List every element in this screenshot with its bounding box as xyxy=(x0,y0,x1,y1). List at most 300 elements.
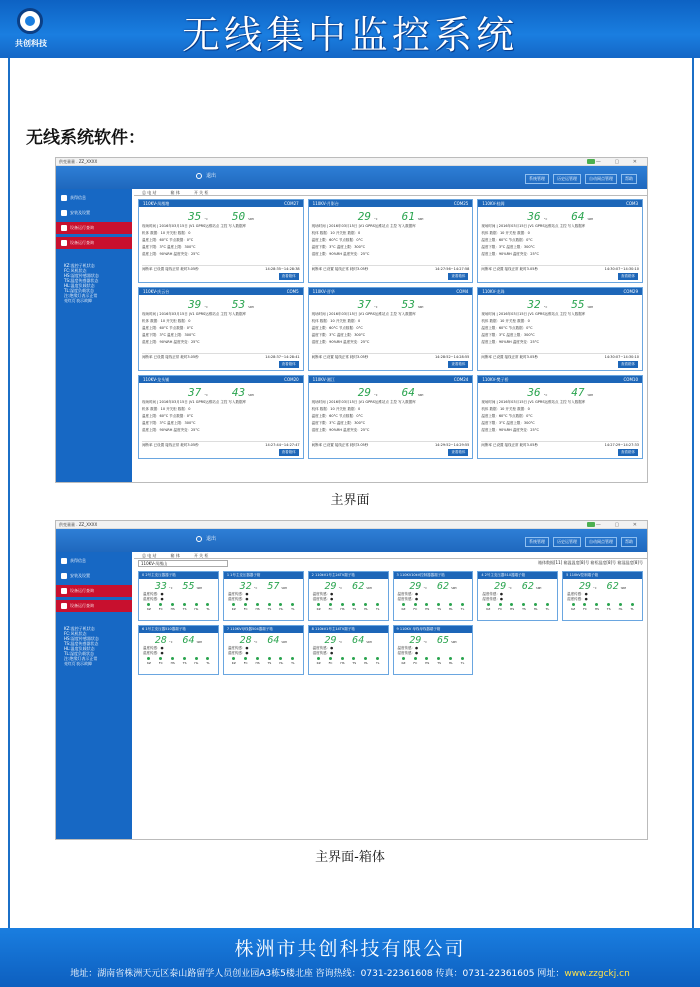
status-dot-icon xyxy=(461,657,464,660)
station-readings xyxy=(309,386,473,399)
status-icon xyxy=(587,159,595,164)
station-footer xyxy=(142,441,300,448)
status-dot-icon xyxy=(499,603,502,606)
address-text: 地址：湖南省株洲天元区泰山路留学人员创业园A3栋5楼北座 咨询热线：0731-22361608 传真：0731-22361605 网址： xyxy=(70,969,565,979)
tab-station[interactable]: 总 电 站 xyxy=(142,553,157,558)
temperature-value xyxy=(240,635,258,646)
station-info-line: 机体 数据：10 开关柜 数据：0 xyxy=(142,231,191,235)
tab-station[interactable]: 总 电 站 xyxy=(142,190,157,195)
temperature-unit: °C xyxy=(204,305,208,309)
humidity-number: 43 xyxy=(231,386,246,399)
station-info-line: 温度下限：3°C 温度上限：300°C xyxy=(481,245,535,249)
window-title: 供变量量 . ZZ_XXXX xyxy=(59,522,98,527)
temperature-value xyxy=(325,581,343,592)
station-footer xyxy=(312,265,470,272)
sensor-line: 温度传感：● xyxy=(312,592,334,596)
humidity-number: 55 xyxy=(182,581,195,592)
station-info-line: 温度上限：60°C 节点数据：0°C xyxy=(142,326,194,330)
nav-site-button[interactable]: 自动网点管理 xyxy=(585,537,617,547)
status-dot-icon xyxy=(256,603,259,606)
dot-label: KZ xyxy=(486,607,491,611)
status-dot-icon xyxy=(341,603,344,606)
temperature-value xyxy=(358,298,378,311)
legend-line: 亮红灯表示故障 xyxy=(64,298,92,303)
box-card[interactable] xyxy=(138,625,219,675)
box-card[interactable] xyxy=(308,571,389,621)
nav-site-button[interactable]: 自动网点管理 xyxy=(585,174,617,184)
top-nav xyxy=(525,174,637,184)
humidity-unit: %RH xyxy=(587,393,593,397)
station-com: COM3 xyxy=(626,201,638,206)
caption-box: 主界面-箱体 xyxy=(315,850,385,865)
station-info-line: 温度上限：60°C 节点数据：0°C xyxy=(142,414,194,418)
dot-label: TS xyxy=(182,661,187,665)
legend-line: HS:湿度传感器状态 xyxy=(64,636,99,641)
station-info-line: 机体 数据：10 开关柜 数据：0 xyxy=(481,319,530,323)
box-card[interactable] xyxy=(138,571,219,621)
status-dot-labels xyxy=(224,607,303,611)
window-titlebar xyxy=(56,158,647,166)
status-dot-icon xyxy=(572,603,575,606)
dot-label: TL xyxy=(630,607,634,611)
status-dot-labels xyxy=(394,607,473,611)
nav-help-button[interactable]: 帮助 xyxy=(621,537,637,547)
station-status: 间断率 已设置 接线正常 耗时3.05秒 xyxy=(142,267,199,271)
temperature-value xyxy=(155,635,173,646)
main-interface-screenshot xyxy=(55,157,648,483)
station-info-line: 温度上限：60°C 节点数据：0°C xyxy=(142,238,194,242)
station-time: 14:29:52~14:29:55 xyxy=(434,443,470,447)
station-info-line: 现场时间 | 2016年03月15日 |V1 GPRS运维站点 主控 写入数据库 xyxy=(311,224,416,228)
window-controls[interactable]: — ▢ ✕ xyxy=(595,522,643,528)
sensor-line: 温度传感：● xyxy=(482,592,503,596)
humidity-number: 53 xyxy=(401,298,415,311)
status-dot-icon xyxy=(268,603,271,606)
view-box-button[interactable]: 查看箱体 xyxy=(618,449,638,456)
humidity-unit: %RH xyxy=(451,640,457,644)
station-info-line: 机体 数据：10 开关柜 数据：0 xyxy=(311,407,361,411)
box-card[interactable] xyxy=(223,625,304,675)
station-com: COM27 xyxy=(284,201,299,206)
station-info-line: 现场时间 | 2016年03月15日 |V1 GPRS运维站点 主控 写入数据库 xyxy=(481,312,586,316)
status-dot-labels xyxy=(309,661,388,665)
station-status: 间断率 已设置 接线正常 耗时3.05秒 xyxy=(311,443,369,447)
station-footer xyxy=(481,353,639,360)
station-info-line: 湿度上限：90%RH 温度突变：25°C xyxy=(142,252,200,256)
station-status: 间断率 已设置 接线正常 耗时3.05秒 xyxy=(481,443,538,447)
temperature-number: 36 xyxy=(527,386,541,399)
station-readings xyxy=(139,298,303,311)
temperature-value xyxy=(358,210,378,223)
station-card-header xyxy=(478,376,642,383)
sensor-line: 温度传感：● xyxy=(227,646,249,650)
status-dot-icon xyxy=(425,603,428,606)
tab-switchgear[interactable]: 开 关 柜 xyxy=(193,190,209,195)
humidity-value xyxy=(571,298,593,311)
box-card-header: 4 2号主变压器510器端子箱 xyxy=(478,572,557,579)
dot-label: HS xyxy=(255,661,260,665)
dot-label: TS xyxy=(352,607,357,611)
legend-line: TL:湿度负载状态 xyxy=(64,651,95,656)
humidity-value xyxy=(522,581,541,592)
station-info-line: 现场时间 | 2016年03月15日 |V1 GPRS运维站点 主控 写入数据库 xyxy=(142,400,246,404)
box-readings xyxy=(139,581,218,592)
station-info-line: 湿度上限：90%RH 温度突变：25°C xyxy=(481,252,539,256)
legend-line: 亮红灯表示故障 xyxy=(64,661,92,666)
station-status: 间断率 已设置 接线正常 耗时3.05秒 xyxy=(481,267,538,271)
tab-switchgear[interactable]: 开 关 柜 xyxy=(193,553,209,558)
sensor-line: 温度传感：● xyxy=(567,592,588,596)
dot-label: TL xyxy=(460,661,465,665)
legend-line: HL:温度负载状态 xyxy=(64,283,95,288)
station-com: COM5 xyxy=(286,289,299,294)
humidity-value xyxy=(183,635,202,646)
station-com: COM24 xyxy=(453,377,469,382)
dot-label: HL xyxy=(618,607,623,611)
sensor-line: 湿度传感：● xyxy=(397,651,419,655)
sensor-line: 湿度传感：● xyxy=(397,597,419,601)
status-dot-icon xyxy=(583,603,586,606)
humidity-number: 64 xyxy=(182,635,195,646)
box-card[interactable] xyxy=(223,571,304,621)
view-box-button[interactable]: 查看箱体 xyxy=(618,361,638,368)
dot-label: KZ xyxy=(401,661,406,665)
status-dot-icon xyxy=(449,657,452,660)
dot-label: FC xyxy=(328,607,333,611)
station-info-line: 机体 数据：10 开关柜 数据：0 xyxy=(311,231,361,235)
sidebar-item-query-2[interactable]: 设备运行查询 xyxy=(56,237,132,249)
humidity-number: 61 xyxy=(401,210,415,223)
station-info-line: 湿度上限：90%RH 温度突变：25°C xyxy=(311,428,370,432)
humidity-value xyxy=(571,210,593,223)
tab-bar xyxy=(134,189,647,196)
temperature-value xyxy=(579,581,597,592)
tab-bar xyxy=(134,552,647,559)
station-info-line: 温度下限：3°C 温度上限：300°C xyxy=(481,421,535,425)
sensor-line: 湿度传感：● xyxy=(312,651,334,655)
humidity-number: 53 xyxy=(231,298,246,311)
box-readings xyxy=(309,581,388,592)
box-toolbar xyxy=(134,559,647,569)
humidity-value xyxy=(267,581,286,592)
status-dot-labels xyxy=(478,607,557,611)
dot-label: TL xyxy=(291,607,295,611)
temperature-value xyxy=(358,386,378,399)
status-dot-labels xyxy=(309,607,388,611)
main-panel xyxy=(134,189,647,482)
station-info-line: 湿度上限：90%RH 温度突变：25°C xyxy=(311,340,370,344)
sensor-line: 湿度传感：● xyxy=(567,597,588,601)
temperature-value xyxy=(527,386,547,399)
humidity-value xyxy=(267,635,286,646)
dot-label: HL xyxy=(364,607,369,611)
station-info-line: 机体 数据：10 开关柜 数据：0 xyxy=(481,231,530,235)
view-box-button[interactable]: 查看箱体 xyxy=(448,361,468,368)
humidity-unit: %RH xyxy=(451,586,457,590)
station-footer xyxy=(142,353,300,360)
status-dot-labels xyxy=(139,661,218,665)
logo-text: 共创科技 xyxy=(15,39,47,48)
status-legend xyxy=(56,626,132,666)
temperature-value xyxy=(494,581,512,592)
temperature-unit: °C xyxy=(253,586,258,590)
station-info-line: 机体 数据：10 开关柜 数据：0 xyxy=(142,407,191,411)
station-info-line: 现场时间 | 2016年03月15日 |V1 GPRS运维站点 主控 写入数据库 xyxy=(142,312,246,316)
status-dot-icon xyxy=(195,603,198,606)
temperature-number: 29 xyxy=(324,635,337,646)
nav-history-button[interactable]: 历史运管理 xyxy=(553,174,581,184)
dot-label: KZ xyxy=(316,607,321,611)
sidebar-item-setup[interactable]: 安装及设置 xyxy=(56,570,132,582)
dot-label: KZ xyxy=(231,661,236,665)
legend-line: TS:温度传感器状态 xyxy=(64,278,99,283)
power-icon xyxy=(196,173,202,179)
box-card[interactable] xyxy=(308,625,389,675)
station-readings xyxy=(478,386,642,399)
box-grid xyxy=(134,569,647,677)
temperature-value xyxy=(409,635,427,646)
dot-label: HS xyxy=(170,661,175,665)
station-info-line: 温度上限：60°C 节点数据：0°C xyxy=(311,326,363,330)
power-button[interactable] xyxy=(196,535,216,542)
nav-system-button[interactable]: 系统管理 xyxy=(525,174,549,184)
nav-system-button[interactable]: 系统管理 xyxy=(525,537,549,547)
status-dot-icon xyxy=(376,657,379,660)
view-box-button[interactable]: 查看箱体 xyxy=(279,361,299,368)
sensor-line: 温度传感：● xyxy=(143,592,164,596)
temperature-number: 32 xyxy=(527,298,541,311)
humidity-value xyxy=(232,210,254,223)
station-com: COM4 xyxy=(456,289,469,294)
humidity-value xyxy=(437,581,456,592)
page-title: 无线集中监控系统 xyxy=(181,13,518,57)
status-dot-icon xyxy=(159,657,162,660)
box-card[interactable] xyxy=(477,571,558,621)
status-dot-icon xyxy=(364,657,367,660)
sidebar-item-query[interactable]: 设备运行查询 xyxy=(56,585,132,597)
temperature-unit: °C xyxy=(508,586,512,590)
dot-label: HS xyxy=(594,607,599,611)
legend-line: HS:湿度传感器状态 xyxy=(64,273,99,278)
box-card[interactable] xyxy=(562,571,643,621)
temperature-unit: °C xyxy=(338,586,343,590)
station-com: COM20 xyxy=(284,377,299,382)
top-banner xyxy=(0,0,700,58)
station-card xyxy=(308,287,474,371)
sidebar-item-query[interactable]: 设备运行查询 xyxy=(56,222,132,234)
footer xyxy=(0,928,700,987)
station-name: 110KV-湘江 xyxy=(312,377,335,382)
station-name: 110KV-桂阁 xyxy=(482,201,505,206)
nav-history-button[interactable]: 历史运管理 xyxy=(553,537,581,547)
website-link[interactable]: www.zzgckj.cn xyxy=(564,969,630,979)
status-dot-icon xyxy=(352,603,355,606)
app-header xyxy=(56,166,647,189)
station-card xyxy=(477,287,643,371)
sensor-line: 温度传感：● xyxy=(397,592,419,596)
power-label: 退出 xyxy=(206,173,217,179)
temperature-number: 29 xyxy=(494,581,507,592)
humidity-value xyxy=(571,386,593,399)
temperature-number: 37 xyxy=(188,386,202,399)
station-card-header xyxy=(139,200,303,207)
dot-label: KZ xyxy=(571,607,576,611)
temperature-unit: °C xyxy=(373,393,378,397)
humidity-unit: %RH xyxy=(196,640,202,644)
status-dot-labels xyxy=(224,661,303,665)
status-dot-icon xyxy=(414,603,417,606)
power-button[interactable] xyxy=(196,172,216,179)
station-grid xyxy=(134,196,647,462)
station-footer xyxy=(312,441,470,448)
temperature-unit: °C xyxy=(593,586,597,590)
legend-line: FC:风机状态 xyxy=(64,631,87,636)
legend-line: KZ:监控子机状态 xyxy=(64,263,95,268)
legend-line: HL:温度负载状态 xyxy=(64,646,95,651)
temperature-unit: °C xyxy=(168,586,173,590)
dot-label: KZ xyxy=(146,661,151,665)
sidebar-item-info[interactable]: 获得信息 xyxy=(56,555,132,567)
view-box-button[interactable]: 查看箱体 xyxy=(448,273,468,280)
box-readings xyxy=(394,581,473,592)
temperature-number: 35 xyxy=(188,210,202,223)
box-card-header: 0 2号主变压器器子箱 xyxy=(139,572,218,579)
station-card xyxy=(138,199,304,283)
humidity-value xyxy=(183,581,202,592)
status-dot-icon xyxy=(546,603,549,606)
box-readings xyxy=(224,635,303,646)
temperature-number: 28 xyxy=(239,635,252,646)
status-dot-icon xyxy=(437,603,440,606)
station-info-line: 温度上限：60°C 节点数据：0°C xyxy=(481,238,533,242)
status-dot-icon xyxy=(376,603,379,606)
humidity-value xyxy=(352,581,371,592)
station-name: 110KV-龙珠 xyxy=(482,289,505,294)
window-titlebar xyxy=(56,521,647,529)
caption-main: 主界面 xyxy=(330,493,370,508)
window-controls[interactable]: — ▢ ✕ xyxy=(595,159,643,165)
humidity-number: 64 xyxy=(401,386,415,399)
humidity-value xyxy=(402,386,424,399)
temperature-number: 32 xyxy=(239,581,252,592)
box-interface-screenshot xyxy=(55,520,648,840)
dot-label: FC xyxy=(413,661,418,665)
humidity-value xyxy=(402,298,424,311)
station-info-line: 现场时间 | 2016年03月15日 |V1 GPRS运维站点 主控 写入数据库 xyxy=(481,400,586,404)
temperature-number: 29 xyxy=(579,581,592,592)
humidity-unit: %RH xyxy=(417,393,424,397)
sidebar-item-setup[interactable]: 安装及设置 xyxy=(56,207,132,219)
humidity-number: 47 xyxy=(571,386,585,399)
station-card xyxy=(477,375,643,459)
status-dot-icon xyxy=(425,657,428,660)
station-info-line: 湿度上限：90%RH 温度突变：25°C xyxy=(142,340,200,344)
view-box-button[interactable]: 查看箱体 xyxy=(279,449,299,456)
station-info-line: 湿度上限：90%RH 温度突变：25°C xyxy=(142,428,200,432)
humidity-number: 55 xyxy=(571,298,585,311)
station-readings xyxy=(139,386,303,399)
tab-box[interactable]: 箱 体 xyxy=(170,190,180,195)
dot-label: HL xyxy=(448,607,453,611)
nav-help-button[interactable]: 帮助 xyxy=(621,174,637,184)
station-info-line: 温度下限：3°C 温度上限：300°C xyxy=(142,245,196,249)
station-info-line: 现场时间 | 2016年03月15日 |V1 GPRS运维站点 主控 写入数据库 xyxy=(142,224,246,228)
dot-label: FC xyxy=(328,661,333,665)
box-card-header: 5 110kV控制端子箱 xyxy=(563,572,642,579)
dot-label: TS xyxy=(437,607,441,611)
sensor-line: 湿度传感：● xyxy=(482,597,503,601)
station-card-header xyxy=(309,288,473,295)
window-title: 供变量量 . ZZ_XXXX xyxy=(59,159,98,164)
box-card-header: 6 1号主变压器510器端子箱 xyxy=(139,626,218,633)
station-info-line: 机体 数据：10 开关柜 数据：0 xyxy=(481,407,530,411)
sidebar-item-info[interactable]: 获得信息 xyxy=(56,192,132,204)
humidity-unit: %RH xyxy=(366,640,372,644)
station-com: COM10 xyxy=(623,377,638,382)
status-dot-icon xyxy=(171,657,174,660)
station-info-line: 机体 数据：10 开关柜 数据：0 xyxy=(311,319,361,323)
view-box-button[interactable]: 查看箱体 xyxy=(618,273,638,280)
station-time: 14:27:29~14:27:33 xyxy=(604,443,639,447)
temperature-value xyxy=(527,298,547,311)
station-card xyxy=(477,199,643,283)
station-time: 14:28:52~14:28:55 xyxy=(434,355,470,359)
tab-box[interactable]: 箱 体 xyxy=(170,553,180,558)
humidity-value xyxy=(352,635,371,646)
station-time: 14:30:07~14:30:10 xyxy=(604,355,639,359)
station-card-header xyxy=(309,200,473,207)
humidity-unit: %RH xyxy=(535,586,542,590)
status-dot-icon xyxy=(317,603,320,606)
view-box-button[interactable]: 查看箱体 xyxy=(448,449,468,456)
humidity-number: 62 xyxy=(437,581,450,592)
station-select[interactable]: 110KV-凤凰山 xyxy=(138,560,228,567)
station-status: 间断率 已设置 接线正常 耗时3.05秒 xyxy=(142,443,199,447)
station-card xyxy=(138,287,304,371)
box-card[interactable] xyxy=(393,571,474,621)
temperature-unit: °C xyxy=(543,393,548,397)
sidebar-item-query-2[interactable]: 设备运行查询 xyxy=(56,600,132,612)
view-box-button[interactable]: 查看箱体 xyxy=(279,273,299,280)
station-name: 110KV-凤凰塘 xyxy=(143,201,170,206)
humidity-value xyxy=(232,386,254,399)
humidity-number: 65 xyxy=(437,635,450,646)
top-nav xyxy=(525,537,637,547)
dot-label: TL xyxy=(206,607,210,611)
station-status: 间断率 已设置 接线正常 耗时3.05秒 xyxy=(142,355,199,359)
station-info-line: 温度下限：3°C 温度上限：300°C xyxy=(311,333,366,337)
dot-label: TS xyxy=(437,661,441,665)
dot-label: TS xyxy=(267,607,272,611)
status-dot-icon xyxy=(232,603,235,606)
power-label: 退出 xyxy=(206,536,217,542)
temperature-number: 29 xyxy=(409,581,422,592)
status-dot-icon xyxy=(232,657,235,660)
station-info-line: 温度下限：3°C 温度上限：300°C xyxy=(142,421,196,425)
status-dot-icon xyxy=(449,603,452,606)
station-info-line: 温度下限：3°C 温度上限：300°C xyxy=(311,245,366,249)
status-legend xyxy=(56,263,132,303)
station-info-line: 温度下限：3°C 温度上限：300°C xyxy=(481,333,535,337)
station-card-header xyxy=(139,288,303,295)
box-card-header: 2 110kV1号主24TV端子箱 xyxy=(309,572,388,579)
station-info-line: 湿度上限：90%RH 温度突变：25°C xyxy=(481,340,539,344)
station-info-line: 湿度上限：90%RH 温度突变：25°C xyxy=(311,252,370,256)
legend-line: 注:绝缘灯表示正常 xyxy=(64,293,98,298)
box-card[interactable] xyxy=(393,625,474,675)
legend-line: 注:绝缘灯表示正常 xyxy=(64,656,98,661)
station-status: 间断率 已设置 接线正常 耗时3.05秒 xyxy=(311,267,369,271)
